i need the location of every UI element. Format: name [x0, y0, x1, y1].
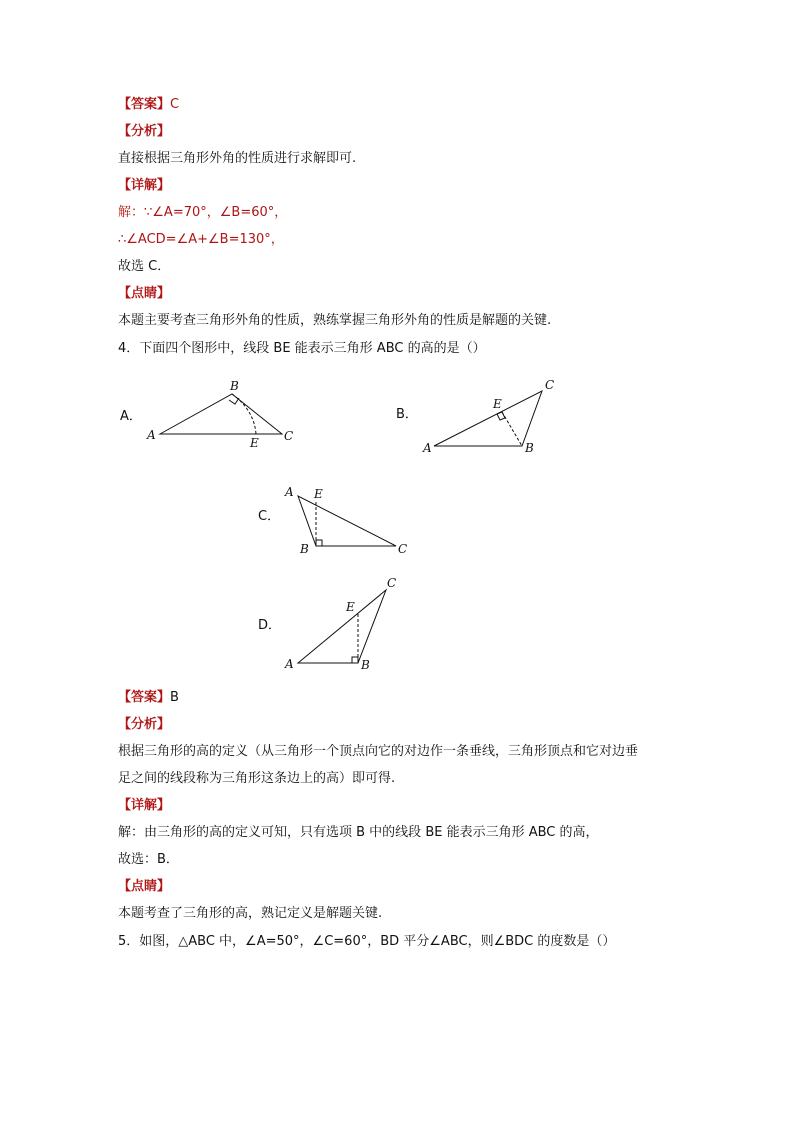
analysis-tag: 【分析】	[118, 124, 171, 139]
right-angle-mark-b	[497, 412, 505, 420]
comment-tag: 【点睛】	[118, 879, 171, 894]
detail-tag: 【详解】	[118, 798, 171, 813]
analysis-tag: 【分析】	[118, 717, 171, 732]
figure-a	[160, 394, 282, 434]
answer-value: B	[170, 690, 179, 705]
segment-be-a	[232, 394, 256, 434]
detail-line: 故选 C．	[118, 259, 171, 274]
point-a-label: A	[423, 441, 432, 455]
analysis-line: 足之间的线段称为三角形这条边上的高）即可得.	[118, 771, 396, 786]
option-a-label: A．	[120, 409, 142, 424]
point-b-label: B	[230, 379, 239, 393]
q4-answer-line	[118, 690, 179, 706]
figure-c	[298, 496, 396, 546]
point-b-label: B	[525, 441, 534, 455]
point-c-label: C	[284, 429, 294, 443]
detail-line: 故选：B．	[118, 852, 179, 867]
triangle-c	[298, 496, 396, 546]
point-c-label: C	[545, 378, 555, 392]
point-c-label: C	[387, 576, 397, 590]
point-a-label: A	[285, 485, 294, 499]
detail-line: ∴∠ACD=∠A+∠B=130°，	[118, 232, 284, 247]
analysis-text: 直接根据三角形外角的性质进行求解即可.	[118, 151, 357, 166]
point-a-label: A	[147, 428, 156, 442]
figure-d	[298, 590, 386, 663]
right-angle-mark-c	[316, 540, 322, 546]
question-4-stem: 4．下面四个图形中，线段 BE 能表示三角形 ABC 的高的是（）	[118, 341, 486, 356]
analysis-line: 根据三角形的高的定义（从三角形一个顶点向它的对边作一条垂线，三角形顶点和它对边垂	[118, 744, 639, 759]
figure-b	[434, 391, 542, 446]
triangle-d	[298, 590, 386, 663]
answer-value: C	[170, 97, 180, 112]
triangle-b	[434, 391, 542, 446]
detail-line: 解：∵∠A=70°，∠B=60°，	[118, 205, 288, 220]
comment-text: 本题主要考查三角形外角的性质，熟练掌握三角形外角的性质是解题的关键.	[118, 313, 552, 328]
question-5-stem: 5．如图，△ABC 中，∠A=50°，∠C=60°，BD 平分∠ABC，则∠BDC 的度数是（）	[118, 934, 616, 949]
option-d-label: D．	[258, 618, 282, 633]
point-a-label: A	[285, 657, 294, 671]
point-e-label: E	[346, 600, 355, 614]
option-b-label: B．	[396, 407, 418, 422]
right-angle-mark-d	[352, 657, 358, 663]
option-c-label: C．	[258, 509, 281, 524]
comment-text: 本题考查了三角形的高，熟记定义是解题关键.	[118, 906, 383, 921]
point-c-label: C	[398, 542, 408, 556]
triangle-a	[160, 394, 282, 434]
point-e-label: E	[314, 487, 323, 501]
comment-tag: 【点睛】	[118, 286, 171, 301]
detail-line: 解：由三角形的高的定义可知，只有选项 B 中的线段 BE 能表示三角形 ABC 的高，	[118, 825, 599, 840]
point-e-label: E	[493, 397, 502, 411]
point-b-label: B	[361, 658, 370, 672]
detail-tag: 【详解】	[118, 178, 171, 193]
point-b-label: B	[300, 542, 309, 556]
answer-tag: 【答案】	[118, 97, 171, 112]
point-e-label: E	[250, 436, 259, 450]
answer-tag: 【答案】	[118, 690, 171, 705]
